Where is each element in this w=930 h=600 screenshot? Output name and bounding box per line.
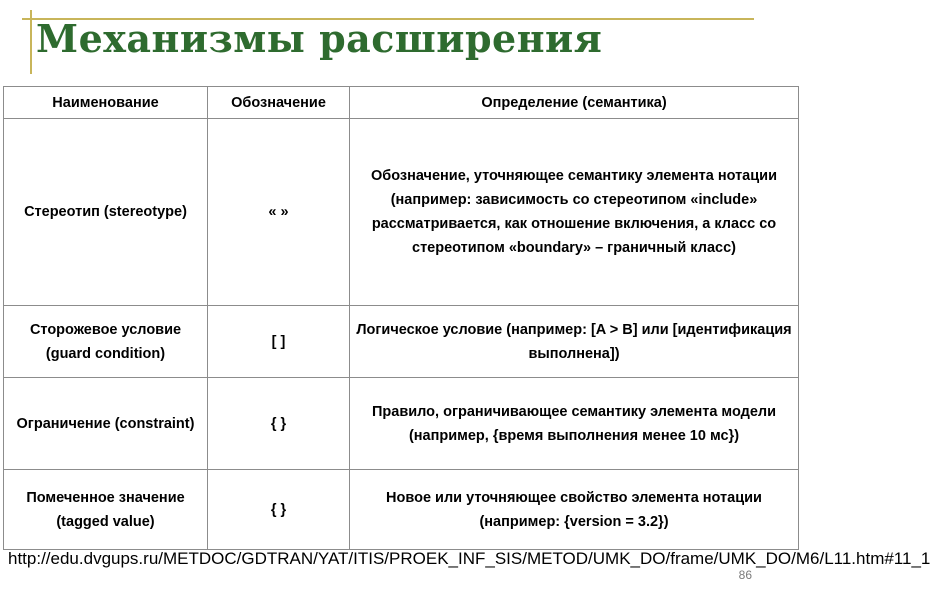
cell-notation: « »	[208, 119, 350, 306]
cell-definition: Обозначение, уточняющее семантику элемента нотации (например: зависимость со стереотипом «include» рассматривается, как отношение включения, а класс со стереотипом «boundary» – граничный класс)	[350, 119, 799, 306]
table-row	[4, 378, 799, 470]
cell-name: Сторожевое условие (guard condition)	[4, 306, 208, 378]
cell-notation: [ ]	[208, 306, 350, 378]
table-row	[4, 470, 799, 550]
title-decoration-bar	[30, 10, 32, 74]
table-row	[4, 119, 799, 306]
cell-definition: Новое или уточняющее свойство элемента нотации (например: {version = 3.2})	[350, 470, 799, 550]
header-definition: Определение (семантика)	[350, 87, 799, 119]
page-number: 86	[738, 568, 752, 582]
table-header-row	[4, 87, 799, 119]
cell-name: Стереотип (stereotype)	[4, 119, 208, 306]
cell-definition: Правило, ограничивающее семантику элемента модели (например, {время выполнения менее 10 мс})	[350, 378, 799, 470]
cell-name: Помеченное значение (tagged value)	[4, 470, 208, 550]
cell-notation: { }	[208, 470, 350, 550]
header-name: Наименование	[4, 87, 208, 119]
slide-title: Механизмы расширения	[36, 16, 603, 61]
cell-notation: { }	[208, 378, 350, 470]
source-url: http://edu.dvgups.ru/METDOC/GDTRAN/YAT/ITIS/PROEK_INF_SIS/METOD/UMK_DO/frame/UMK_DO/M6/L11.htm#11_1	[8, 549, 930, 568]
table-row	[4, 306, 799, 378]
cell-definition: Логическое условие (например: [A > B] или [идентификация выполнена])	[350, 306, 799, 378]
cell-name: Ограничение (constraint)	[4, 378, 208, 470]
extension-mechanisms-table	[3, 86, 799, 550]
header-notation: Обозначение	[208, 87, 350, 119]
